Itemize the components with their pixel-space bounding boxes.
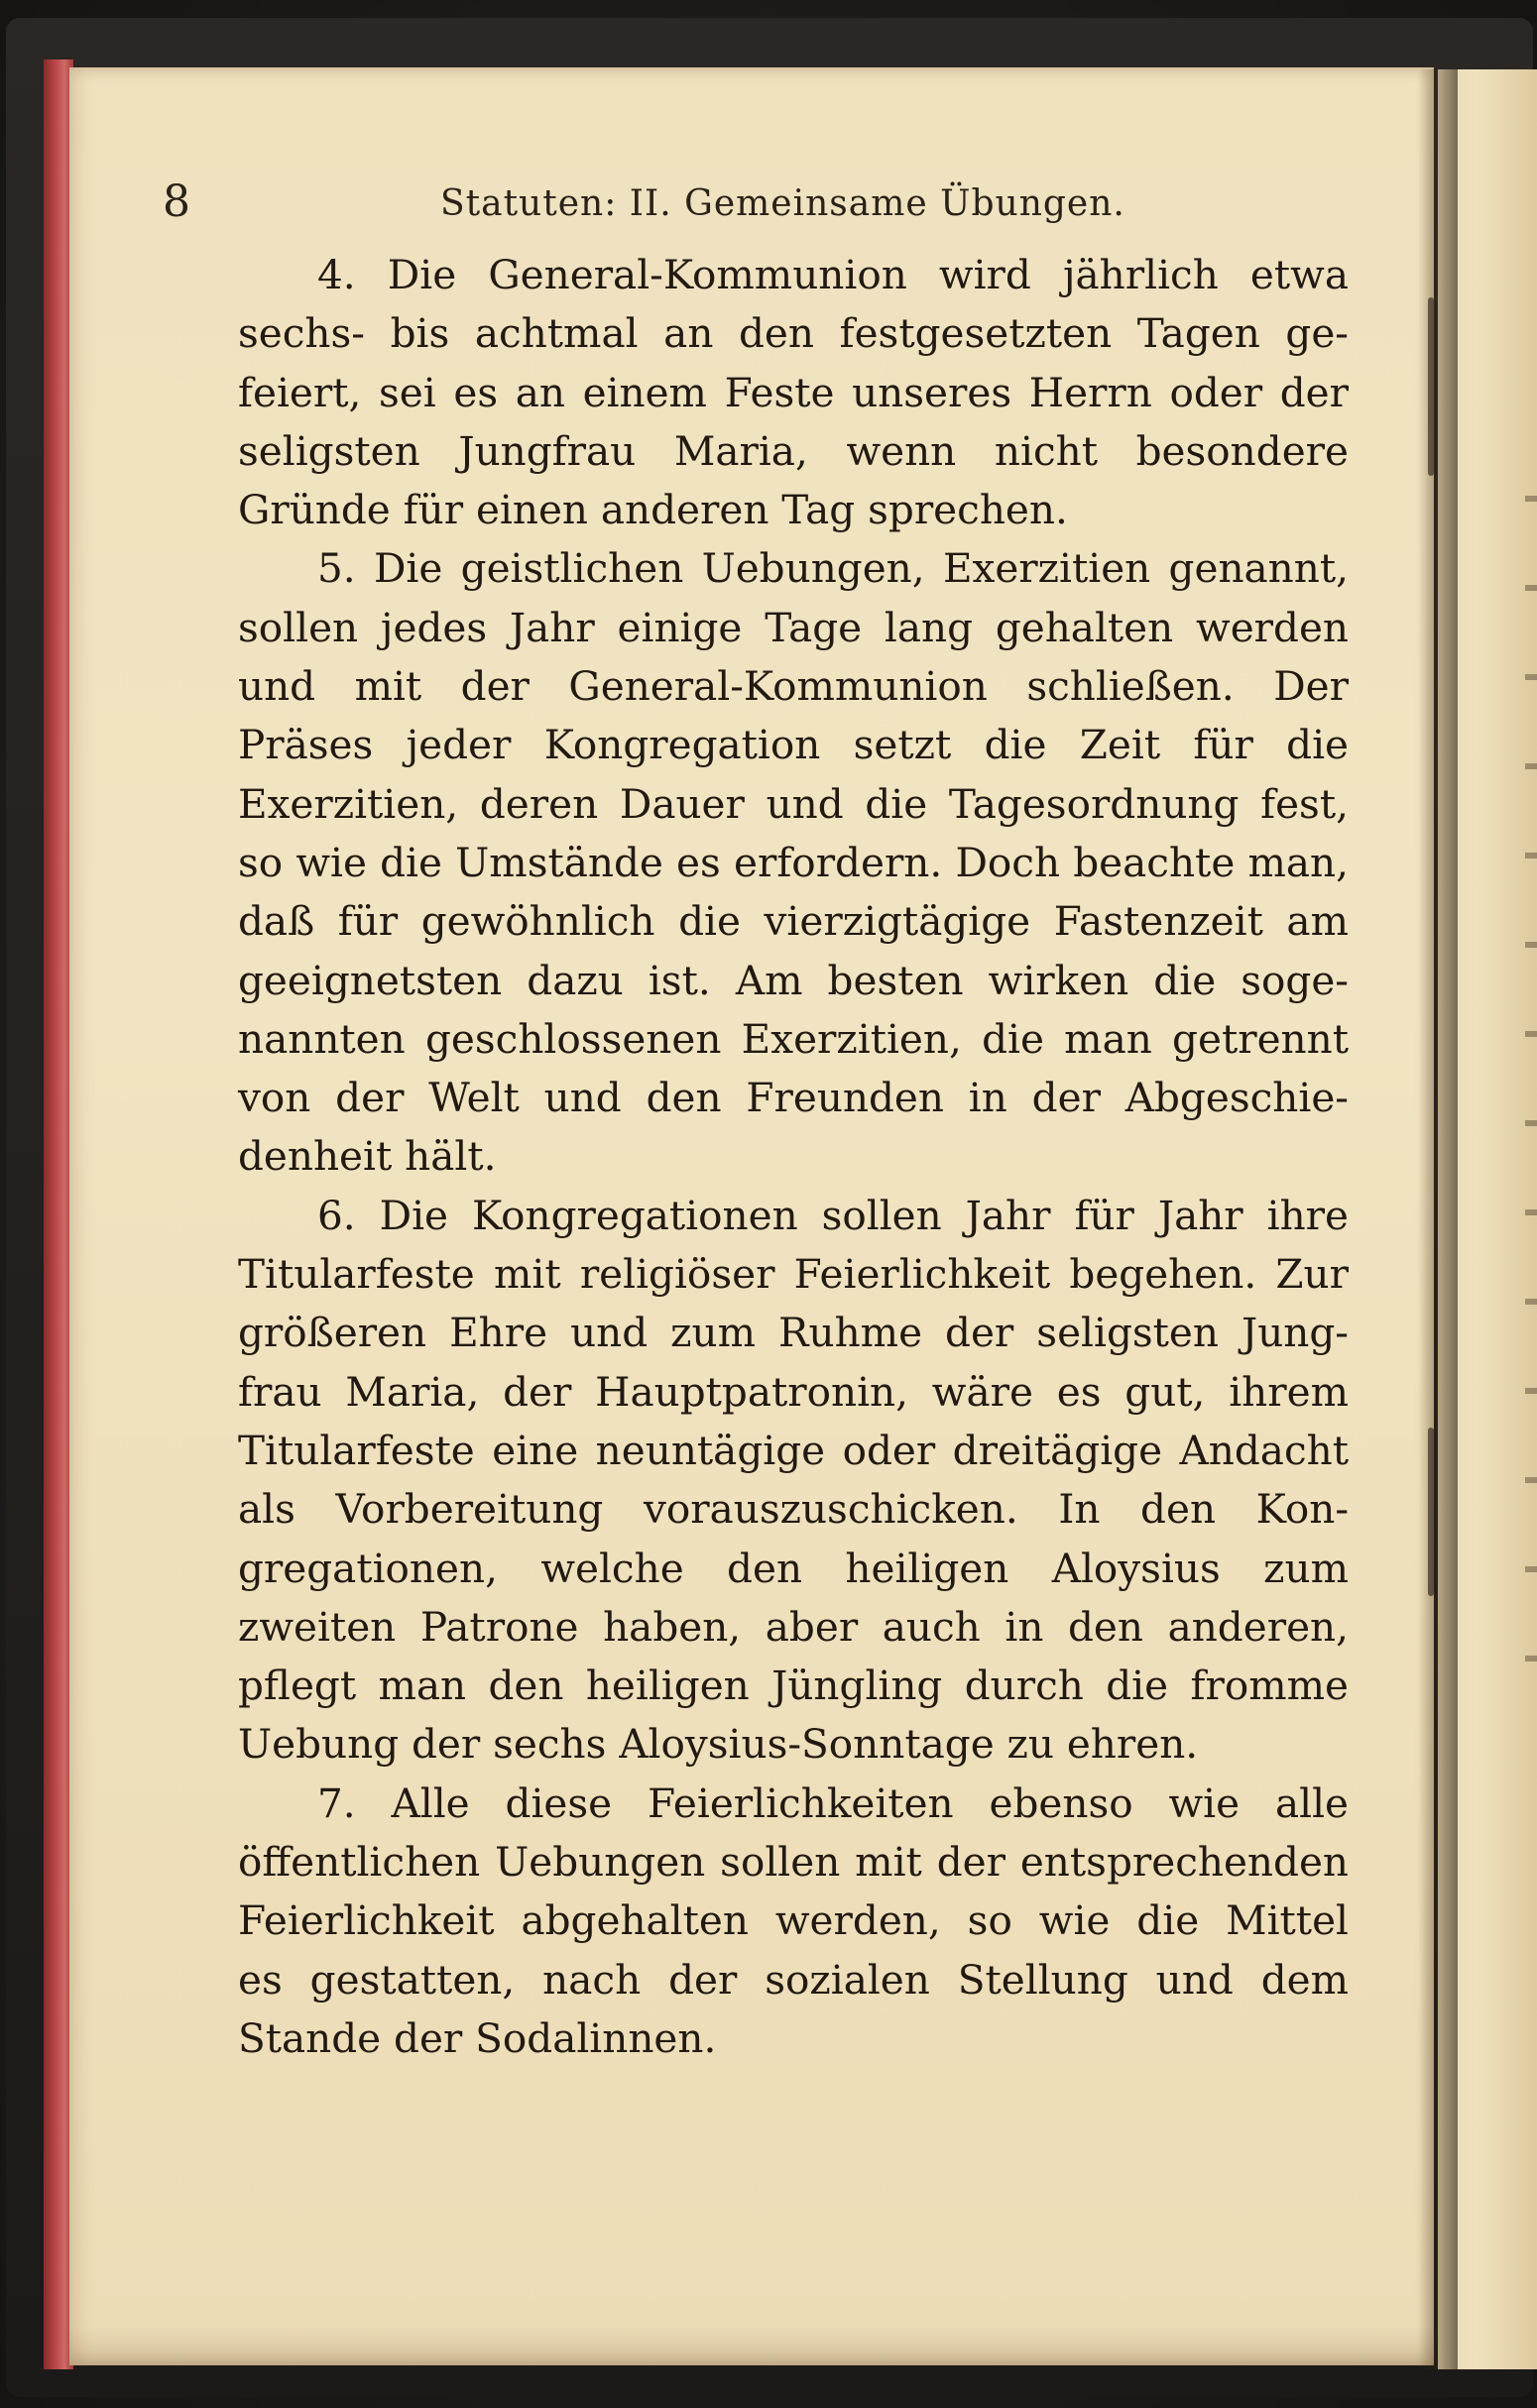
paragraph-7 [238, 1775, 1349, 2068]
text-line: 4. Die General-Kommunion wird jährlich etwa [317, 251, 1349, 298]
facing-page-text-fragments [1525, 496, 1537, 1685]
text-line: geeignetsten dazu ist. Am besten wirken die soge- [238, 956, 1349, 1004]
text-line: Feierlichkeit abgehalten werden, so wie die Mittel [238, 1896, 1349, 1945]
page-shadow [69, 2326, 1434, 2365]
running-head: Statuten: II. Gemeinsame Übungen. [440, 183, 1125, 224]
text-line: zweiten Patrone haben, aber auch in den anderen, [238, 1602, 1349, 1651]
text-line: seligsten Jungfrau Maria, wenn nicht besondere [238, 426, 1349, 475]
page-number: 8 [163, 176, 190, 227]
text-line: als Vorbereitung vorauszuschicken. In den Kon- [238, 1485, 1349, 1534]
text-line: 7. Alle diese Feierlichkeiten ebenso wie alle [317, 1778, 1349, 1827]
text-line: pflegt man den heiligen Jüngling durch die fromme [238, 1662, 1349, 1710]
text-line: 5. Die geistlichen Uebungen, Exerzitien genannt, [317, 544, 1349, 593]
paragraph-4 [238, 246, 1349, 539]
paragraph-5 [238, 539, 1349, 1186]
text-line: Titularfeste eine neuntägige oder dreitägige Andacht [238, 1426, 1349, 1474]
text-line: Präses jeder Kongregation setzt die Zeit für die [238, 721, 1349, 769]
text-line: Exerzitien, deren Dauer und die Tagesordnung fest, [238, 779, 1349, 828]
text-line: von der Welt und den Freunden in der Abgeschie- [238, 1074, 1349, 1122]
text-line: denheit hält. [238, 1132, 497, 1181]
text-line: feiert, sei es an einem Feste unseres Herrn oder der [238, 368, 1349, 416]
gutter-mark [1428, 1428, 1434, 1596]
text-line: und mit der General-Kommunion schließen. Der [238, 662, 1349, 711]
paragraph-6 [238, 1187, 1349, 1775]
text-line: 6. Die Kongregationen sollen Jahr für Jahr ihre [317, 1191, 1349, 1239]
text-line: Uebung der sechs Aloysius-Sonntage zu ehren. [238, 1720, 1199, 1769]
gutter-mark [1428, 297, 1434, 476]
text-line: frau Maria, der Hauptpatronin, wäre es gut, ihrem [238, 1367, 1349, 1416]
text-line: es gestatten, nach der sozialen Stellung und dem [238, 1955, 1349, 2004]
text-line: sollen jedes Jahr einige Tage lang gehalten werden [238, 603, 1349, 651]
body-text [238, 246, 1349, 2068]
text-line: nannten geschlossenen Exerzitien, die man getrennt [238, 1014, 1349, 1063]
text-line: Stande der Sodalinnen. [238, 2013, 717, 2062]
text-line: Gründe für einen anderen Tag sprechen. [238, 486, 1068, 534]
text-line: sechs- bis achtmal an den festgesetzten Tagen ge- [238, 309, 1349, 358]
text-line: öffentlichen Uebungen sollen mit der entsprechenden [238, 1838, 1349, 1887]
text-line: gregationen, welche den heiligen Aloysius zum [238, 1544, 1349, 1592]
gutter-shadow [1418, 69, 1458, 2369]
text-line: daß für gewöhnlich die vierzigtägige Fastenzeit am [238, 897, 1349, 946]
text-line: Titularfeste mit religiöser Feierlichkeit begehen. Zur [238, 1250, 1349, 1299]
page-header [163, 172, 1353, 232]
text-line: so wie die Umstände es erfordern. Doch beachte man, [238, 838, 1349, 886]
text-line: größeren Ehre und zum Ruhme der seligsten Jung- [238, 1309, 1349, 1357]
